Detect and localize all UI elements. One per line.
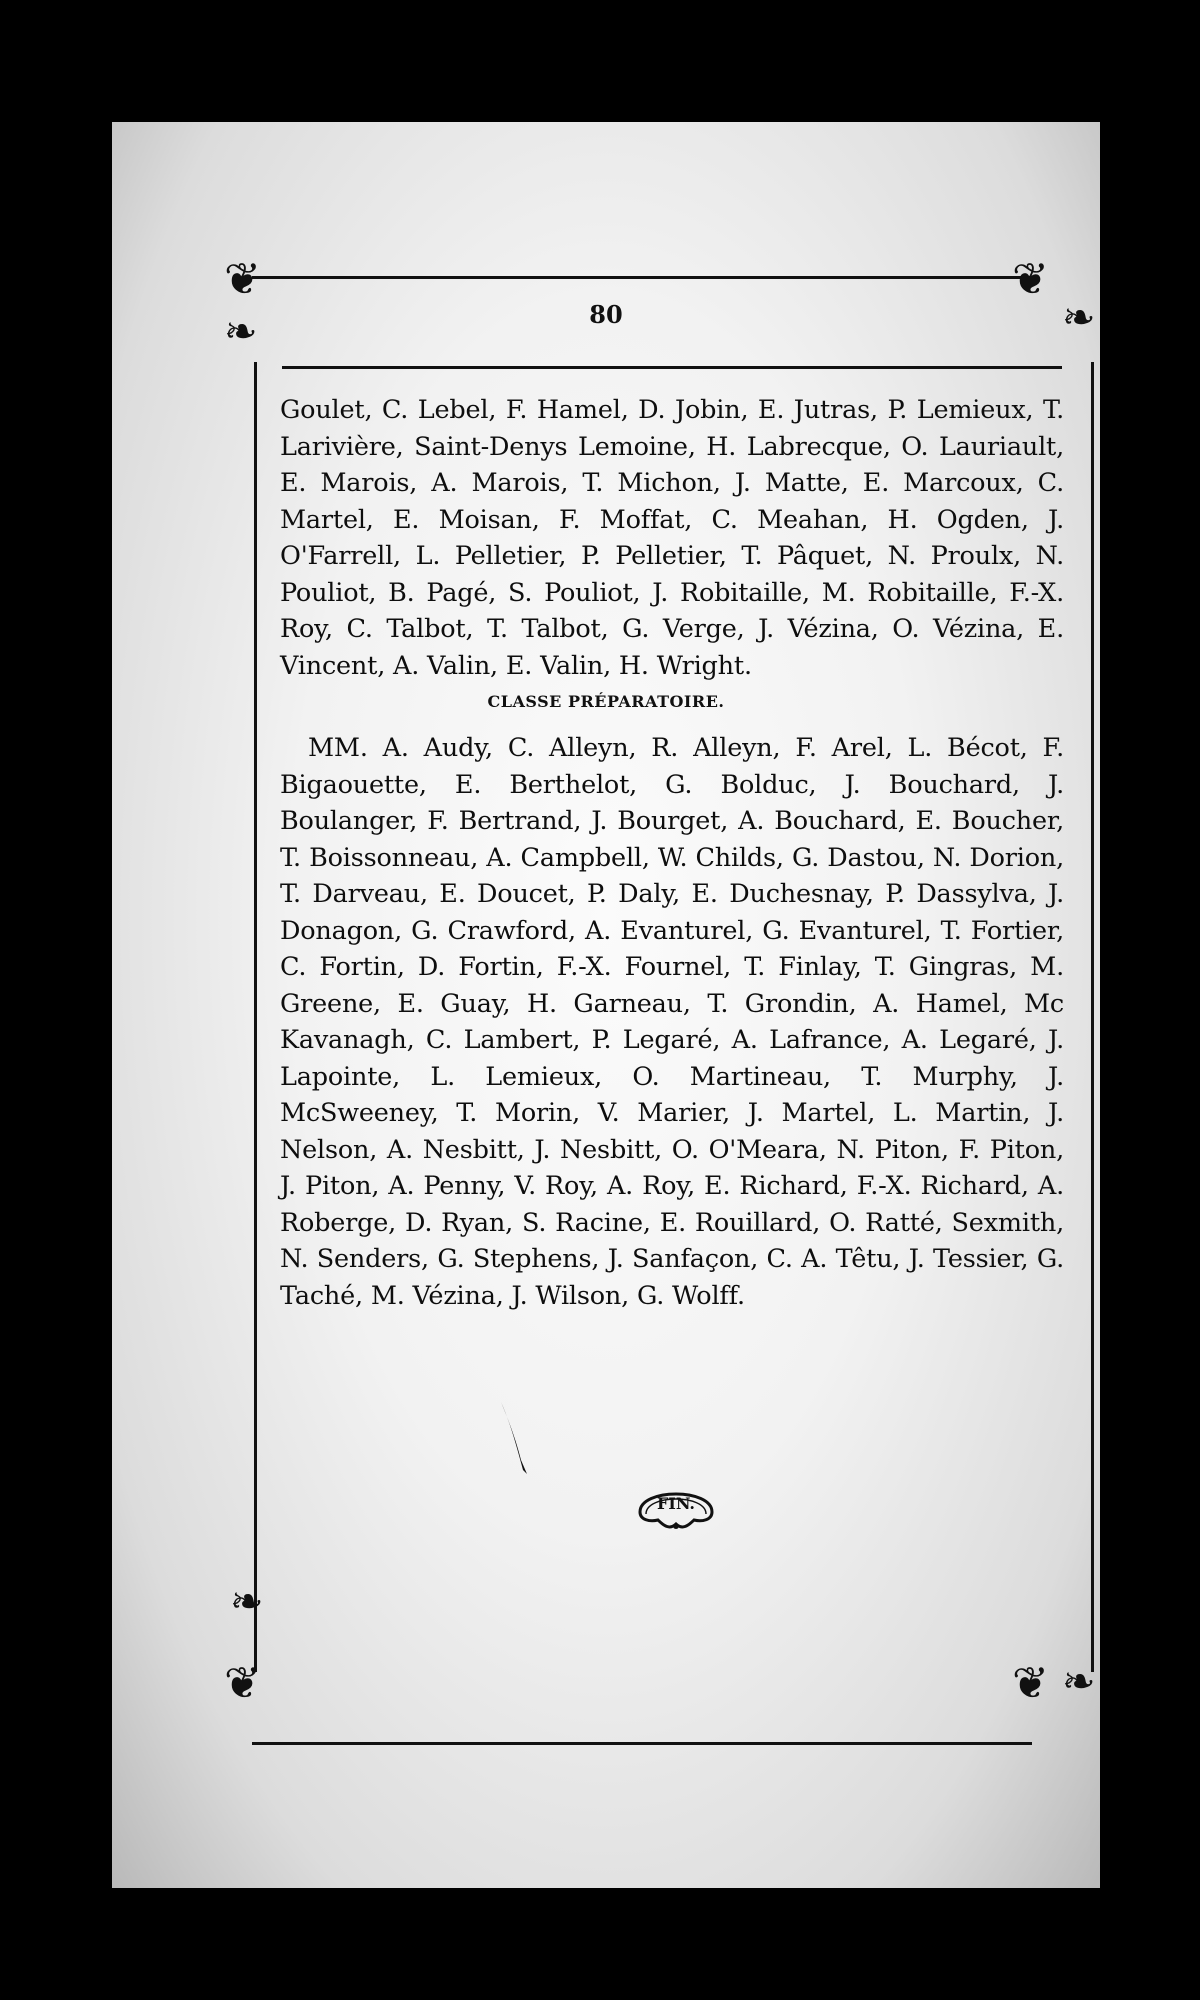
corner-ornament-top-left: ❦	[224, 254, 261, 305]
name-list-preparatory-class: MM. A. Audy, C. Alleyn, R. Alleyn, F. Arel, L. Bécot, F. Bigaouette, E. Berthelot, G. Bolduc, J. Bouchard, J. Boulanger, F. Bertrand, J. Bourget, A. Bouchard, E. Boucher, T. Boissonneau, A. Campbell, W. Childs, G. Dastou, N. Dorion, T. Darveau, E. Doucet, P. Daly, E. Duchesnay, P. Dassylva, J. Donagon, G. Crawford, A. Evanturel, G. Evanturel, T. Fortier, C. Fortin, D. Fortin, F.-X. Fournel, T. Finlay, T. Gingras, M. Greene, E. Guay, H. Garneau, T. Grondin, A. Hamel, Mc Kavanagh, C. Lambert, P. Legaré, A. Lafrance, A. Legaré, J. Lapointe, L. Lemieux, O. Martineau, T. Murphy, J. McSweeney, T. Morin, V. Marier, J. Martel, L. Martin, J. Nelson, A. Nesbitt, J. Nesbitt, O. O'Meara, N. Piton, F. Piton, J. Piton, A. Penny, V. Roy, A. Roy, E. Richard, F.-X. Richard, A. Roberge, D. Ryan, S. Racine, E. Rouillard, O. Ratté, Sexmith, N. Senders, G. Stephens, J. Sanfaçon, C. A. Têtu, J. Tessier, G. Taché, M. Vézina, J. Wilson, G. Wolff.	[280, 733, 1064, 1311]
name-list-continued: Goulet, C. Lebel, F. Hamel, D. Jobin, E. Jutras, P. Lemieux, T. Larivière, Saint-Denys Lemoine, H. Labrecque, O. Lauriault, E. Marois, A. Marois, T. Michon, J. Matte, E. Marcoux, C. Martel, E. Moisan, F. Moffat, C. Meahan, H. Ogden, J. O'Farrell, L. Pelletier, P. Pelletier, T. Pâquet, N. Proulx, N. Pouliot, B. Pagé, S. Pouliot, J. Robitaille, M. Robitaille, F.-X. Roy, C. Talbot, T. Talbot, G. Verge, J. Vézina, O. Vézina, E. Vincent, A. Valin, E. Valin, H. Wright.	[280, 395, 1064, 681]
end-badge	[630, 1480, 722, 1534]
frame-bottom-rule	[252, 1742, 1032, 1745]
scanned-page	[112, 122, 1100, 1888]
lyre-ornament-bottom-right: ❧	[1062, 1659, 1096, 1705]
lyre-ornament-top-right: ❧	[1062, 295, 1096, 341]
corner-ornament-top-right: ❦	[1012, 254, 1049, 305]
page-number: 80	[589, 300, 623, 329]
lyre-ornament-top-left: ❧	[224, 309, 258, 355]
quill-mark-icon	[497, 1400, 537, 1480]
frame-right-rule	[1091, 362, 1094, 1672]
corner-ornament-bottom-left: ❦	[224, 1658, 261, 1709]
frame-left-rule	[254, 362, 257, 1672]
section-heading: CLASSE PRÉPARATOIRE.	[487, 692, 725, 711]
frame-top-rule	[252, 276, 1032, 279]
corner-ornament-bottom-right: ❦	[1012, 1658, 1049, 1709]
header-rule	[282, 366, 1062, 369]
end-label: FIN.	[656, 1494, 695, 1513]
lyre-ornament-bottom-left: ❧	[230, 1579, 264, 1625]
